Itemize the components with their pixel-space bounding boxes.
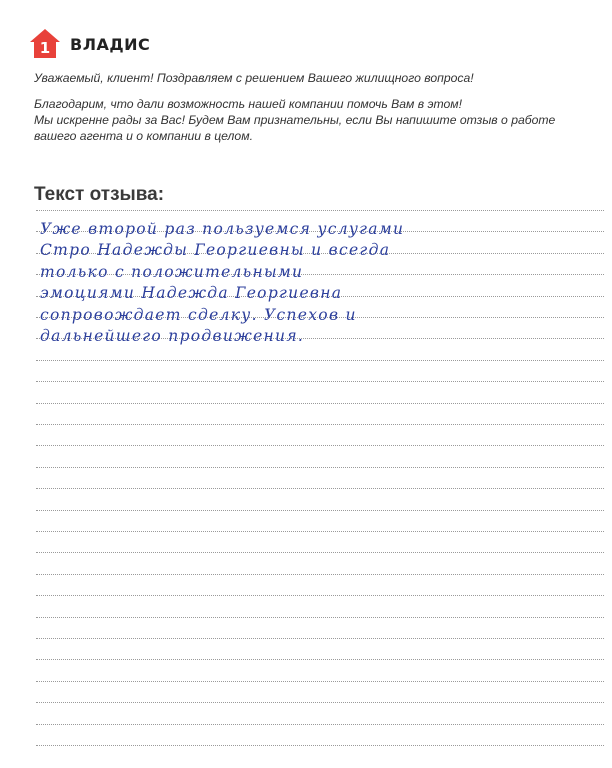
ruled-line bbox=[36, 488, 604, 489]
review-line: Стро Надежды Георгиевны и всегда bbox=[40, 241, 391, 260]
ruled-line bbox=[36, 574, 604, 575]
ruled-line bbox=[36, 403, 604, 404]
ruled-line bbox=[36, 659, 604, 660]
review-line: Уже второй раз пользуемся услугами bbox=[40, 220, 405, 238]
ruled-line bbox=[36, 445, 604, 446]
intro-text bbox=[34, 70, 594, 144]
ruled-line bbox=[36, 702, 604, 703]
ruled-line bbox=[36, 745, 604, 746]
review-line: сопровождает сделку. Успехов и bbox=[40, 305, 357, 324]
brand-name: ВЛАДИС bbox=[70, 34, 151, 54]
house-logo-icon bbox=[28, 27, 62, 61]
section-title: Текст отзыва: bbox=[34, 184, 165, 205]
ruled-line bbox=[36, 467, 604, 468]
header bbox=[28, 26, 150, 62]
intro-request: Мы искренне рады за Вас! Будем Вам признательны, если Вы напишите отзыв о работе bbox=[34, 113, 556, 127]
intro-thanks: Благодарим, что дали возможность нашей компании помочь Вам в этом! bbox=[34, 97, 463, 111]
handwritten-review bbox=[40, 219, 600, 347]
review-line: эмоциями Надежда Георгиевна bbox=[40, 284, 343, 303]
ruled-line bbox=[36, 531, 604, 532]
intro-greeting: Уважаемый, клиент! Поздравляем с решением Вашего жилищного вопроса! bbox=[34, 71, 474, 85]
ruled-line bbox=[36, 617, 604, 618]
review-line: дальнейшего продвижения. bbox=[40, 326, 305, 345]
ruled-line bbox=[36, 552, 604, 553]
logo-digit: 1 bbox=[39, 39, 51, 57]
review-line: только с положительными bbox=[40, 262, 304, 281]
ruled-line bbox=[36, 510, 604, 511]
intro-request-cont: вашего агента и о компании в целом. bbox=[34, 129, 253, 143]
ruled-line bbox=[36, 595, 604, 596]
ruled-line bbox=[36, 681, 604, 682]
ruled-line bbox=[36, 424, 604, 425]
ruled-line bbox=[36, 638, 604, 639]
ruled-line bbox=[36, 210, 604, 211]
ruled-line bbox=[36, 724, 604, 725]
ruled-line bbox=[36, 381, 604, 382]
ruled-line bbox=[36, 360, 604, 361]
